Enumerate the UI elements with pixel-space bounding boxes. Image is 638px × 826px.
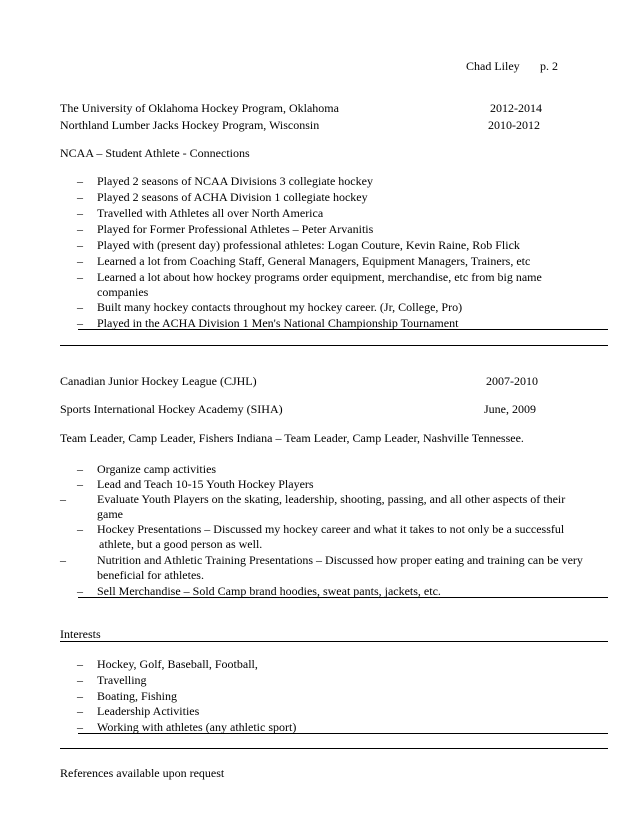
program-northland: Northland Lumber Jacks Hockey Program, Wisconsin: [60, 118, 320, 132]
dash-bullet-icon: –: [77, 522, 83, 536]
list-item: Travelled with Athletes all over North America: [97, 206, 324, 220]
dash-bullet-icon: –: [77, 238, 83, 252]
program-oklahoma: The University of Oklahoma Hockey Program, Oklahoma: [60, 101, 339, 115]
camp-heading: Team Leader, Camp Leader, Fishers Indiana – Team Leader, Camp Leader, Nashville Tennessee.: [60, 431, 524, 445]
dash-bullet-icon: –: [77, 689, 83, 703]
list-item: Working with athletes (any athletic sport): [97, 720, 297, 734]
interests-heading: Interests: [60, 627, 101, 641]
dash-bullet-icon: –: [77, 222, 83, 236]
league-cjhl-dates: 2007-2010: [486, 374, 538, 388]
list-item: Played in the ACHA Division 1 Men's National Championship Tournament: [97, 316, 459, 330]
list-item: Hockey, Golf, Baseball, Football,: [97, 657, 258, 671]
list-item: Leadership Activities: [97, 704, 200, 718]
list-item: Organize camp activities: [97, 462, 217, 476]
dash-bullet-icon: –: [77, 300, 83, 314]
list-item: Evaluate Youth Players on the skating, leadership, shooting, passing, and all other aspects of their: [97, 492, 566, 506]
dash-bullet-icon: –: [77, 477, 83, 491]
list-item: Lead and Teach 10-15 Youth Hockey Players: [97, 477, 314, 491]
list-item: Learned a lot about how hockey programs order equipment, merchandise, etc from big name: [97, 270, 542, 284]
dash-bullet-icon: –: [60, 553, 66, 567]
dash-bullet-icon: –: [77, 206, 83, 220]
interests-underline: [60, 641, 608, 642]
header-page-number: p. 2: [540, 59, 558, 73]
list-item-continuation: game: [97, 507, 123, 521]
ncaa-heading: NCAA – Student Athlete - Connections: [60, 146, 250, 160]
list-item: Played 2 seasons of ACHA Division 1 collegiate hockey: [97, 190, 368, 204]
league-cjhl: Canadian Junior Hockey League (CJHL): [60, 374, 257, 388]
header-name: Chad Liley: [466, 59, 520, 73]
section-underline: [78, 733, 608, 734]
academy-siha-dates: June, 2009: [484, 402, 536, 416]
list-item: Sell Merchandise – Sold Camp brand hoodies, sweat pants, jackets, etc.: [97, 584, 441, 598]
dash-bullet-icon: –: [77, 704, 83, 718]
list-item: Learned a lot from Coaching Staff, General Managers, Equipment Managers, Trainers, etc: [97, 254, 531, 268]
dash-bullet-icon: –: [77, 657, 83, 671]
section-divider: [60, 345, 608, 346]
list-item-continuation: companies: [97, 285, 149, 299]
dash-bullet-icon: –: [77, 673, 83, 687]
section-underline: [78, 597, 608, 598]
list-item-continuation: beneficial for athletes.: [97, 568, 204, 582]
list-item: Travelling: [97, 673, 147, 687]
list-item: Played 2 seasons of NCAA Divisions 3 collegiate hockey: [97, 174, 373, 188]
list-item: Played for Former Professional Athletes – Peter Arvanitis: [97, 222, 374, 236]
academy-siha: Sports International Hockey Academy (SIHA): [60, 402, 283, 416]
list-item: Nutrition and Athletic Training Presentations – Discussed how proper eating and training can be very: [97, 553, 583, 567]
section-divider: [60, 748, 608, 749]
list-item-continuation: athlete, but a good person as well.: [99, 537, 263, 551]
dash-bullet-icon: –: [77, 254, 83, 268]
dash-bullet-icon: –: [77, 720, 83, 734]
dash-bullet-icon: –: [60, 492, 66, 506]
section-underline: [78, 329, 608, 330]
dash-bullet-icon: –: [77, 584, 83, 598]
dash-bullet-icon: –: [77, 190, 83, 204]
list-item: Played with (present day) professional athletes: Logan Couture, Kevin Raine, Rob Flick: [97, 238, 520, 252]
dash-bullet-icon: –: [77, 270, 83, 284]
dash-bullet-icon: –: [77, 174, 83, 188]
program-oklahoma-dates: 2012-2014: [490, 101, 542, 115]
program-northland-dates: 2010-2012: [488, 118, 540, 132]
dash-bullet-icon: –: [77, 316, 83, 330]
list-item: Built many hockey contacts throughout my hockey career. (Jr, College, Pro): [97, 300, 463, 314]
list-item: Hockey Presentations – Discussed my hockey career and what it takes to not only be a successful: [97, 522, 565, 536]
list-item: Boating, Fishing: [97, 689, 178, 703]
dash-bullet-icon: –: [77, 462, 83, 476]
references-note: References available upon request: [60, 766, 225, 780]
